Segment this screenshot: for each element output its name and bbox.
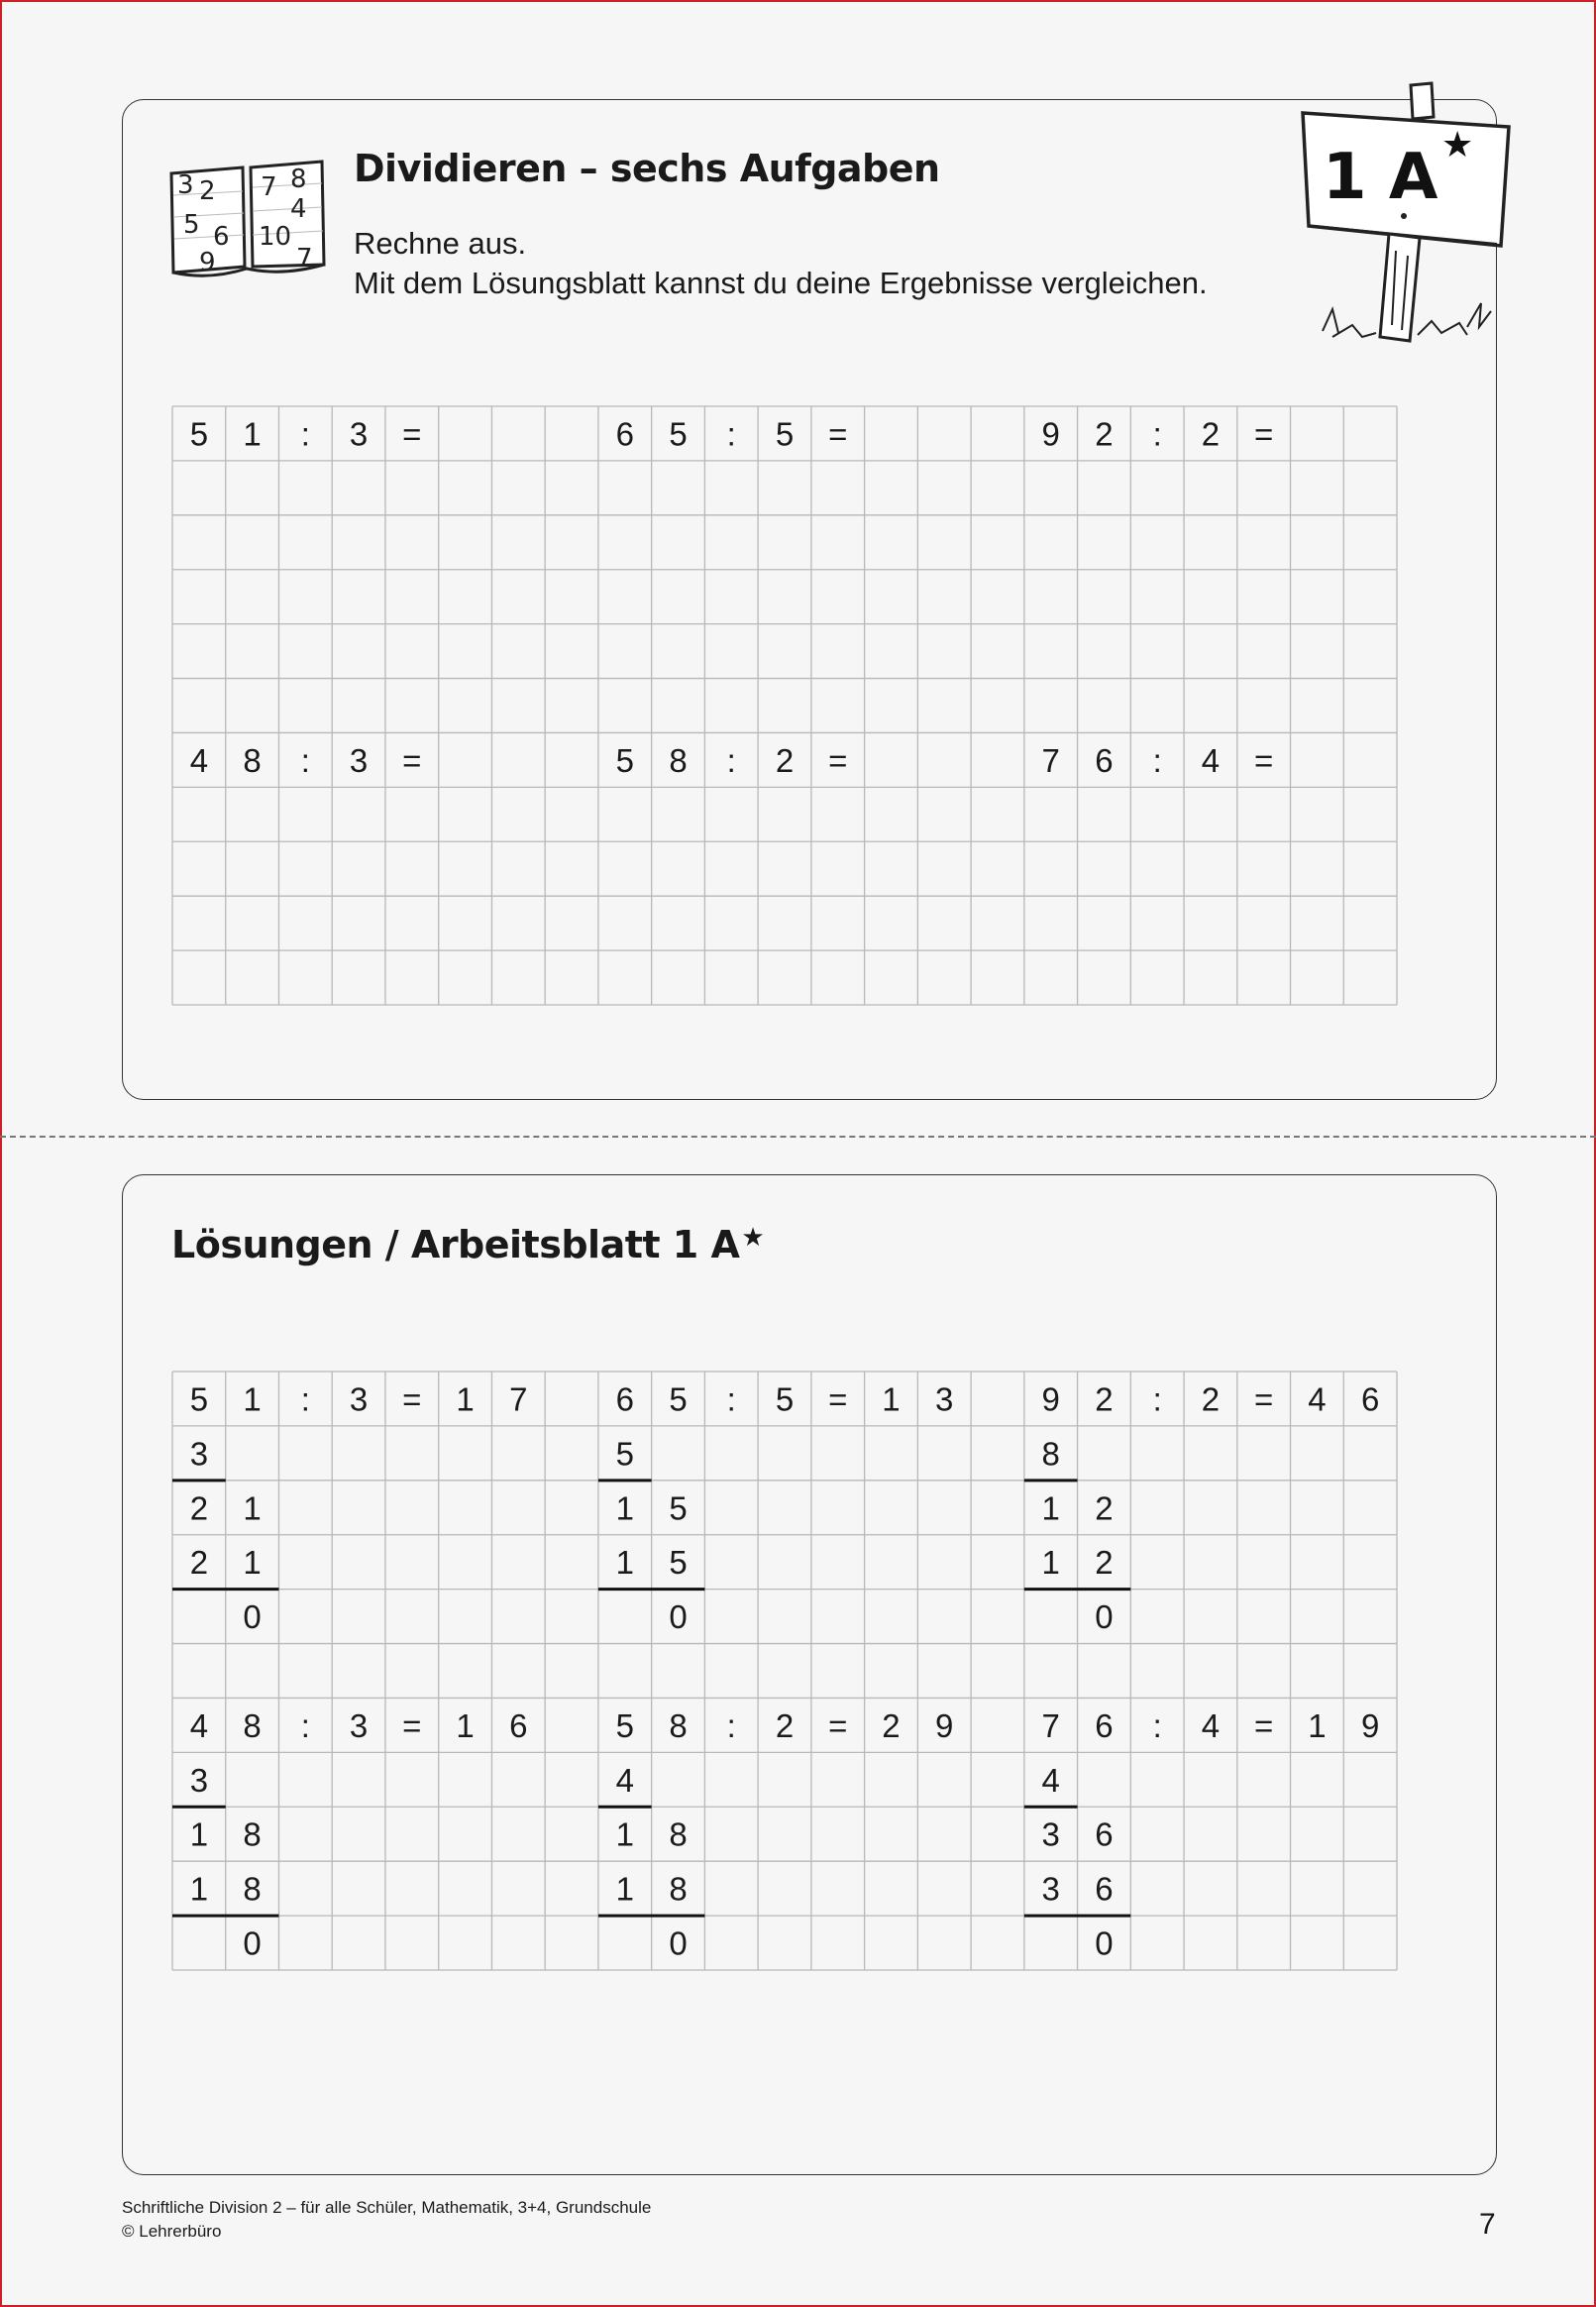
star-icon: ★ — [741, 1223, 765, 1253]
grid-cell-value: 5 — [615, 1435, 634, 1473]
grid-cell-value: : — [726, 1706, 736, 1744]
grid-cell-value: 2 — [1095, 415, 1114, 453]
book-digit: 7 — [261, 172, 277, 202]
grid-cell-value: 4 — [1041, 1761, 1060, 1799]
grid-cell-value: 1 — [615, 1544, 634, 1582]
grid-cell-value: : — [1152, 415, 1162, 453]
signpost-icon — [1293, 77, 1521, 355]
grid-cell-value: 8 — [243, 1706, 262, 1744]
exercise-grid-svg — [172, 406, 1397, 1005]
page-number: 7 — [1479, 2208, 1496, 2241]
grid-cell-value: : — [1152, 741, 1162, 779]
grid-cell-value: 2 — [1095, 1380, 1114, 1418]
grid-cell-value: = — [1254, 1706, 1274, 1744]
grid-cell-value: 1 — [1041, 1544, 1060, 1582]
exercise-grid — [172, 406, 1397, 1005]
grid-cell-value: 8 — [243, 1870, 262, 1908]
grid-cell-value: = — [402, 415, 422, 453]
grid-cell-value: 6 — [615, 1380, 634, 1418]
grid-cell-value: 8 — [669, 1815, 688, 1853]
grid-cell-value: = — [402, 1706, 422, 1744]
grid-cell-value: = — [828, 1706, 848, 1744]
grid-cell-value: = — [402, 741, 422, 779]
grid-cell-value: 6 — [1095, 741, 1114, 779]
grid-cell-value: 8 — [1041, 1435, 1060, 1473]
grid-cell-value: 7 — [509, 1380, 528, 1418]
grid-cell-value: 1 — [615, 1489, 634, 1527]
grid-cell-value: = — [1254, 741, 1274, 779]
grid-cell-value: 5 — [775, 1380, 795, 1418]
grid-cell-value: = — [1254, 415, 1274, 453]
grid-cell-value: 2 — [1095, 1489, 1114, 1527]
grid-cell-value: : — [300, 1380, 310, 1418]
grid-cell-value: 5 — [669, 1544, 688, 1582]
book-digit: 7 — [296, 244, 313, 274]
grid-cell-value: 7 — [1041, 741, 1060, 779]
grid-cell-value: 3 — [349, 741, 369, 779]
grid-cell-value: : — [726, 415, 736, 453]
grid-cell-value: 2 — [1095, 1544, 1114, 1582]
grid-cell-value: 1 — [243, 1489, 262, 1527]
grid-cell-value: 4 — [1201, 741, 1221, 779]
grid-cell-value: 9 — [1360, 1706, 1380, 1744]
grid-cell-value: 1 — [1308, 1706, 1327, 1744]
solutions-title-text: Lösungen / Arbeitsblatt 1 A — [171, 1223, 740, 1266]
grid-cell-value: 9 — [935, 1706, 954, 1744]
grid-cell-value: 2 — [189, 1544, 209, 1582]
grid-cell-value: 0 — [669, 1598, 688, 1636]
grid-cell-value: 3 — [1041, 1815, 1060, 1853]
sign-star-icon: ★ — [1441, 125, 1474, 165]
grid-cell-value: 7 — [1041, 1706, 1060, 1744]
grid-cell-value: 5 — [615, 741, 634, 779]
footer-source: Schriftliche Division 2 – für alle Schüler, Mathematik, 3+4, Grundschule — [122, 2198, 652, 2217]
instruction-line-1: Rechne aus. — [354, 226, 527, 261]
grid-cell-value: 1 — [456, 1706, 475, 1744]
instruction-line-2: Mit dem Lösungsblatt kannst du deine Ergebnisse vergleichen. — [354, 266, 1208, 300]
grid-cell-value: 3 — [1041, 1870, 1060, 1908]
grid-cell-value: : — [726, 741, 736, 779]
grid-cell-value: 4 — [189, 1706, 209, 1744]
grid-cell-value: 1 — [456, 1380, 475, 1418]
grid-cell-value: = — [828, 741, 848, 779]
grid-cell-value: 1 — [189, 1870, 209, 1908]
grid-cell-value: 0 — [1095, 1598, 1114, 1636]
grid-cell-value: 6 — [1095, 1870, 1114, 1908]
grid-cell-value: = — [828, 1380, 848, 1418]
grid-cell-value: 1 — [243, 415, 262, 453]
grid-cell-value: 6 — [509, 1706, 528, 1744]
grid-cell-value: 5 — [669, 1489, 688, 1527]
number-book-icon — [163, 156, 332, 284]
grid-cell-value: 0 — [1095, 1924, 1114, 1962]
grid-cell-value: 2 — [189, 1489, 209, 1527]
grid-cell-value: = — [402, 1380, 422, 1418]
grid-cell-value: 3 — [349, 415, 369, 453]
book-digit: 9 — [199, 248, 216, 277]
cut-line — [0, 1136, 1596, 1138]
grid-cell-value: 1 — [882, 1380, 901, 1418]
grid-cell-value: : — [1152, 1706, 1162, 1744]
book-digit: 5 — [183, 210, 200, 240]
solutions-grid-svg — [172, 1372, 1397, 1970]
grid-cell-value: : — [726, 1380, 736, 1418]
book-digit: 4 — [290, 194, 307, 224]
grid-cell-value: 4 — [1308, 1380, 1327, 1418]
grid-cell-value: 8 — [669, 1706, 688, 1744]
grid-cell-value: 3 — [349, 1706, 369, 1744]
grid-cell-value: 8 — [669, 741, 688, 779]
grid-cell-value: 1 — [243, 1544, 262, 1582]
grid-cell-value: 2 — [1201, 415, 1221, 453]
grid-cell-value: 2 — [775, 741, 795, 779]
grid-cell-value: 5 — [189, 415, 209, 453]
grid-cell-value: 9 — [1041, 1380, 1060, 1418]
solutions-title — [171, 1223, 764, 1266]
grid-cell-value: 1 — [189, 1815, 209, 1853]
grid-cell-value: 0 — [243, 1924, 262, 1962]
grid-cell-value: 5 — [615, 1706, 634, 1744]
grid-cell-value: 2 — [882, 1706, 901, 1744]
grid-cell-value: 3 — [189, 1761, 209, 1799]
grid-cell-value: 3 — [935, 1380, 954, 1418]
solutions-grid — [172, 1372, 1397, 1970]
grid-cell-value: : — [1152, 1380, 1162, 1418]
book-digit: 3 — [177, 170, 194, 200]
grid-cell-value: 5 — [669, 415, 688, 453]
grid-cell-value: 1 — [615, 1815, 634, 1853]
grid-cell-value: 8 — [243, 1815, 262, 1853]
worksheet-title: Dividieren – sechs Aufgaben — [354, 147, 940, 190]
grid-cell-value: 0 — [243, 1598, 262, 1636]
book-digit: 8 — [290, 165, 307, 194]
grid-cell-value: = — [1254, 1380, 1274, 1418]
grid-cell-value: 5 — [669, 1380, 688, 1418]
grid-cell-value: 5 — [775, 415, 795, 453]
sign-label: 1 A — [1323, 141, 1438, 214]
grid-cell-value: 1 — [1041, 1489, 1060, 1527]
footer-copyright: © Lehrerbüro — [122, 2222, 222, 2241]
book-digit: 10 — [259, 222, 292, 252]
grid-cell-value: 4 — [615, 1761, 634, 1799]
grid-cell-value: 6 — [615, 415, 634, 453]
grid-cell-value: 3 — [349, 1380, 369, 1418]
grid-cell-value: 5 — [189, 1380, 209, 1418]
book-digit: 2 — [199, 176, 216, 206]
grid-cell-value: 2 — [775, 1706, 795, 1744]
grid-cell-value: 4 — [189, 741, 209, 779]
grid-cell-value: 9 — [1041, 415, 1060, 453]
grid-cell-value: : — [300, 1706, 310, 1744]
grid-cell-value: : — [300, 741, 310, 779]
grid-cell-value: 1 — [615, 1870, 634, 1908]
grid-cell-value: 6 — [1360, 1380, 1380, 1418]
grid-cell-value: = — [828, 415, 848, 453]
grid-cell-value: 3 — [189, 1435, 209, 1473]
grid-cell-value: 4 — [1201, 1706, 1221, 1744]
grid-cell-value: 6 — [1095, 1706, 1114, 1744]
book-digit: 6 — [213, 222, 230, 252]
grid-cell-value: 2 — [1201, 1380, 1221, 1418]
grid-cell-value: 8 — [243, 741, 262, 779]
grid-cell-value: 1 — [243, 1380, 262, 1418]
grid-cell-value: 6 — [1095, 1815, 1114, 1853]
grid-cell-value: : — [300, 415, 310, 453]
grid-cell-value: 0 — [669, 1924, 688, 1962]
grid-cell-value: 8 — [669, 1870, 688, 1908]
